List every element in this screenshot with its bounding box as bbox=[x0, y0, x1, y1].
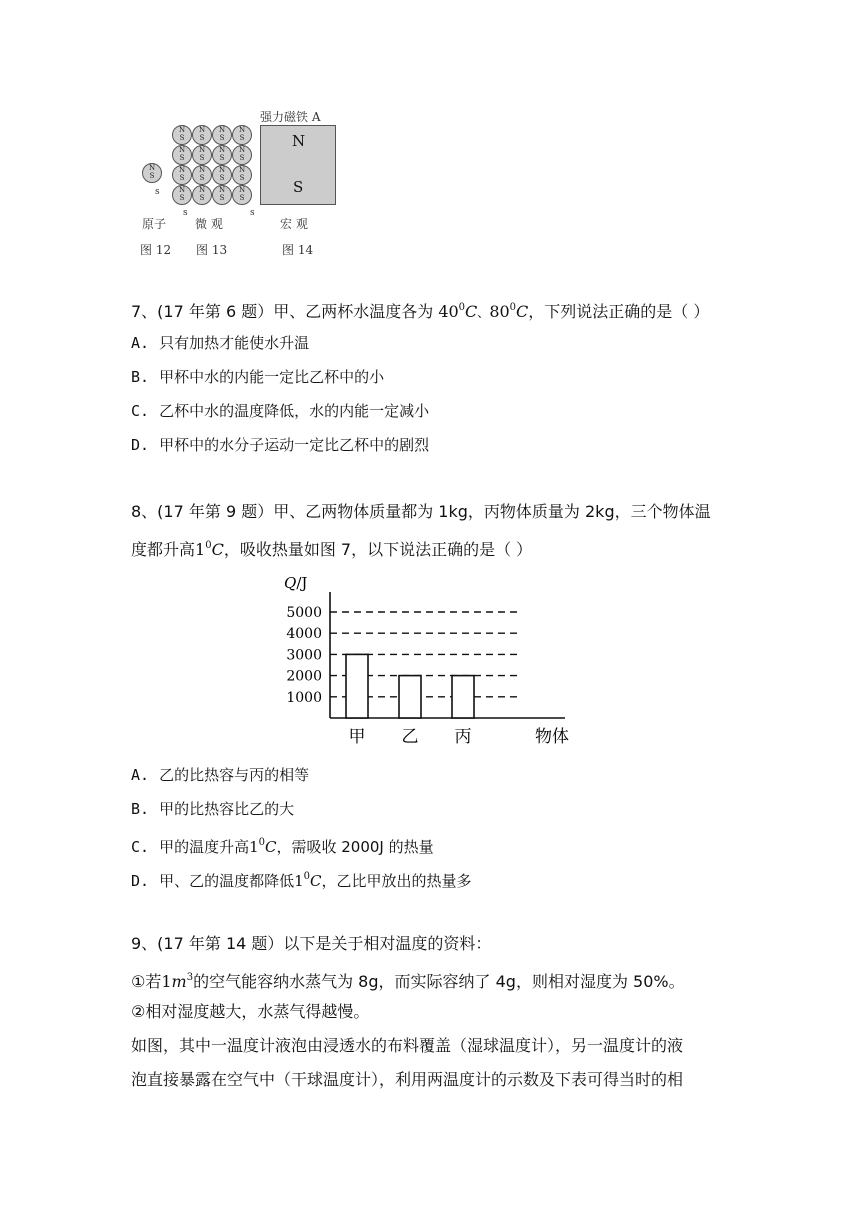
small-s-label: s bbox=[155, 187, 160, 197]
q8-option-a: A. 乙的比热容与丙的相等 bbox=[131, 766, 310, 784]
grid-atom: N S bbox=[192, 185, 212, 205]
grid-atom: N S bbox=[192, 165, 212, 185]
grid-atom: N S bbox=[172, 125, 192, 145]
q8-option-c: C. 甲的温度升高$1^0C$，需吸收 2000J 的热量 bbox=[131, 837, 434, 856]
y-tick-label: 5000 bbox=[286, 605, 322, 621]
caption-micro: 微 观 bbox=[195, 217, 223, 231]
caption-fig12: 图 12 bbox=[140, 243, 172, 257]
grid-atom: N S bbox=[232, 185, 252, 205]
small-s-label: s bbox=[183, 208, 188, 218]
q7-option-c: C. 乙杯中水的温度降低，水的内能一定减小 bbox=[131, 402, 430, 420]
bar bbox=[346, 654, 368, 718]
q7-stem: 7、(17 年第 6 题）甲、乙两杯水温度各为 $40^0C$、$80^0C$，下列说法正确的是（ ） bbox=[131, 302, 710, 321]
caption-atom: 原子 bbox=[142, 217, 167, 231]
grid-atom: N S bbox=[232, 145, 252, 165]
grid-atom: N S bbox=[212, 125, 232, 145]
q7-option-a: A. 只有加热才能使水升温 bbox=[131, 334, 310, 352]
y-axis-label: Q/J bbox=[284, 574, 308, 592]
x-tick-label: 甲 bbox=[348, 727, 366, 747]
q9-item-1: ①若$1m^3$的空气能容纳水蒸气为 8g，而实际容纳了 4g，则相对湿度为 50%。 bbox=[131, 972, 685, 991]
y-tick-label: 3000 bbox=[286, 647, 322, 664]
single-atom: N S bbox=[142, 163, 162, 183]
x-axis-label: 物体 bbox=[535, 727, 569, 747]
grid-atom: N S bbox=[192, 125, 212, 145]
q8-stem-line1: 8、(17 年第 9 题）甲、乙两物体质量都为 1kg，丙物体质量为 2kg，三个物体温 bbox=[131, 502, 711, 521]
y-tick-label: 4000 bbox=[286, 626, 322, 643]
q9-stem: 9、(17 年第 14 题）以下是关于相对温度的资料： bbox=[131, 934, 492, 953]
grid-atom: N S bbox=[212, 145, 232, 165]
q8-stem-line2: 度都升高$1^0C$，吸收热量如图 7，以下说法正确的是（ ） bbox=[131, 540, 533, 559]
grid-atom: N S bbox=[232, 125, 252, 145]
q7-option-d: D. 甲杯中的水分子运动一定比乙杯中的剧烈 bbox=[131, 436, 430, 454]
bar bbox=[452, 676, 474, 718]
grid-atom: N S bbox=[192, 145, 212, 165]
caption-fig13: 图 13 bbox=[196, 243, 228, 257]
x-tick-label: 丙 bbox=[454, 727, 472, 747]
small-s-label: s bbox=[250, 208, 255, 218]
q9-paragraph-line2: 泡直接暴露在空气中（干球温度计），利用两温度计的示数及下表可得当时的相 bbox=[131, 1070, 684, 1089]
bar bbox=[399, 676, 421, 718]
x-tick-label: 乙 bbox=[401, 727, 419, 747]
caption-macro: 宏 观 bbox=[280, 217, 308, 231]
q8-option-d: D. 甲、乙的温度都降低$1^0C$，乙比甲放出的热量多 bbox=[131, 871, 472, 890]
q8-option-b: B. 甲的比热容比乙的大 bbox=[131, 800, 295, 818]
grid-atom: N S bbox=[212, 165, 232, 185]
q7-option-b: B. 甲杯中水的内能一定比乙杯中的小 bbox=[131, 368, 385, 386]
magnet-north-label: N bbox=[292, 132, 306, 150]
magnet-block bbox=[260, 125, 336, 205]
magnet-figure bbox=[130, 105, 350, 265]
grid-atom: N S bbox=[232, 165, 252, 185]
y-tick-label: 1000 bbox=[286, 689, 322, 706]
atom-grid bbox=[172, 125, 262, 205]
grid-atom: N S bbox=[172, 145, 192, 165]
caption-fig14: 图 14 bbox=[282, 243, 314, 257]
magnet-label: 强力磁铁 A bbox=[260, 110, 321, 124]
magnet-south-label: S bbox=[293, 178, 304, 196]
grid-atom: N S bbox=[172, 165, 192, 185]
grid-atom: N S bbox=[172, 185, 192, 205]
y-tick-label: 2000 bbox=[286, 668, 322, 685]
grid-atom: N S bbox=[212, 185, 232, 205]
q9-paragraph-line1: 如图，其中一温度计液泡由浸透水的布料覆盖（湿球温度计），另一温度计的液 bbox=[131, 1036, 684, 1055]
heat-bar-chart bbox=[270, 572, 580, 752]
q9-item-2: ②相对湿度越大，水蒸气得越慢。 bbox=[131, 1002, 370, 1021]
